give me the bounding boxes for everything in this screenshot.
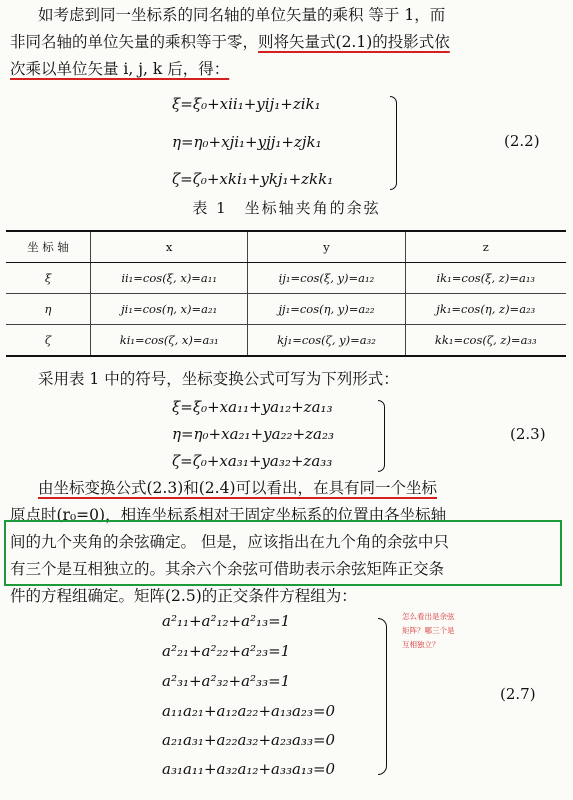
equation-line: a²₁₁+a²₁₂+a²₁₃=1	[162, 612, 291, 630]
table-cell: kk₁=cos(ζ, z)=a₃₃	[405, 325, 566, 357]
table-cell: ξ	[6, 263, 91, 294]
table-header-cell: 坐 标 轴	[6, 231, 91, 263]
table-cell: ik₁=cos(ξ, z)=a₁₃	[405, 263, 566, 294]
equation-line: a₂₁a₃₁+a₂₂a₃₂+a₂₃a₃₃=0	[162, 731, 336, 749]
paragraph-3-line-1	[10, 475, 560, 502]
table-row	[6, 294, 566, 325]
paragraph-3-line-2: 原点时(r₀=0)，相连坐标系相对于固定坐标系的位置由各坐标轴	[10, 506, 447, 524]
underlined-phrase: 次乘以单位矢量 i, j, k 后，得：	[10, 60, 230, 78]
table-cell: ii₁=cos(ξ, x)=a₁₁	[91, 263, 248, 294]
equation-number: (2.7)	[500, 685, 536, 703]
equation-line: ζ=ζ₀+xa₃₁+ya₃₂+za₃₃	[172, 452, 333, 470]
annotation-line: 怎么看出是余弦	[402, 612, 455, 621]
equation-number: (2.2)	[504, 132, 540, 150]
table-cell: ij₁=cos(ξ, y)=a₁₂	[248, 263, 405, 294]
right-brace	[378, 400, 385, 472]
equation-number: (2.3)	[510, 425, 546, 443]
table-header-cell: x	[91, 231, 248, 263]
paragraph-1-line-2: 非同名轴的单位矢量的乘积等于零，则将矢量式(2.1)的投影式依	[10, 33, 450, 51]
table-row	[6, 263, 566, 294]
right-brace	[378, 618, 387, 775]
underlined-phrase: 由坐标变换公式(2.3)和(2.4)可以看出，在具有同一个坐标	[38, 479, 437, 497]
equation-line: ξ=ξ₀+xa₁₁+ya₁₂+za₁₃	[172, 398, 333, 416]
table-cell: ki₁=cos(ζ, x)=a₃₁	[91, 325, 248, 357]
equation-line: η=η₀+xji₁+yjj₁+zjk₁	[172, 133, 322, 151]
paragraph-3-line-3: 间的九个夹角的余弦确定。 但是，应该指出在九个角的余弦中只	[10, 533, 449, 551]
margin-annotation	[402, 610, 482, 652]
paragraph-2: 采用表 1 中的符号，坐标变换公式可写为下列形式：	[38, 370, 399, 388]
equation-line: ζ=ζ₀+xki₁+ykj₁+zkk₁	[172, 170, 334, 188]
equation-line: a₃₁a₁₁+a₃₂a₁₂+a₃₃a₁₃=0	[162, 760, 336, 778]
annotation-line: 互相独立？	[402, 640, 440, 649]
green-highlight-box	[4, 520, 562, 586]
annotation-line: 矩阵？哪三个是	[402, 626, 455, 635]
paragraph-1-line-3	[10, 56, 560, 83]
paragraph-3-line-4: 有三个是互相独立的。其余六个余弦可借助表示余弦矩阵正交条	[10, 560, 445, 578]
table-cell: kj₁=cos(ζ, y)=a₃₂	[248, 325, 405, 357]
equation-line: η=η₀+xa₂₁+ya₂₂+za₂₃	[172, 425, 335, 443]
paragraph-3-line-5: 件的方程组确定。矩阵(2.5)的正交条件方程组为：	[10, 587, 357, 605]
equation-line: a²₂₁+a²₂₂+a²₂₃=1	[162, 642, 291, 660]
table-cell: jk₁=cos(η, z)=a₂₃	[405, 294, 566, 325]
equation-line: a²₃₁+a²₃₂+a²₃₃=1	[162, 672, 291, 690]
paragraph-1	[10, 2, 560, 83]
table-header-cell: y	[248, 231, 405, 263]
right-brace	[390, 96, 397, 190]
table-row	[6, 325, 566, 357]
cosine-table	[6, 230, 566, 357]
table-cell: η	[6, 294, 91, 325]
table-header-cell: z	[405, 231, 566, 263]
underlined-phrase: 则将矢量式(2.1)的投影式依	[258, 33, 450, 51]
equation-line: ξ=ξ₀+xii₁+yij₁+zik₁	[172, 95, 321, 113]
table-cell: ji₁=cos(η, x)=a₂₁	[91, 294, 248, 325]
table-caption: 表 1 坐标轴夹角的余弦	[192, 199, 381, 217]
table-header-row	[6, 231, 566, 263]
table-cell: jj₁=cos(η, y)=a₂₂	[248, 294, 405, 325]
paragraph-1-line-1: 如考虑到同一坐标系的同名轴的单位矢量的乘积 等于 1，而	[38, 6, 446, 24]
equation-line: a₁₁a₂₁+a₁₂a₂₂+a₁₃a₂₃=0	[162, 702, 336, 720]
table-cell: ζ	[6, 325, 91, 357]
